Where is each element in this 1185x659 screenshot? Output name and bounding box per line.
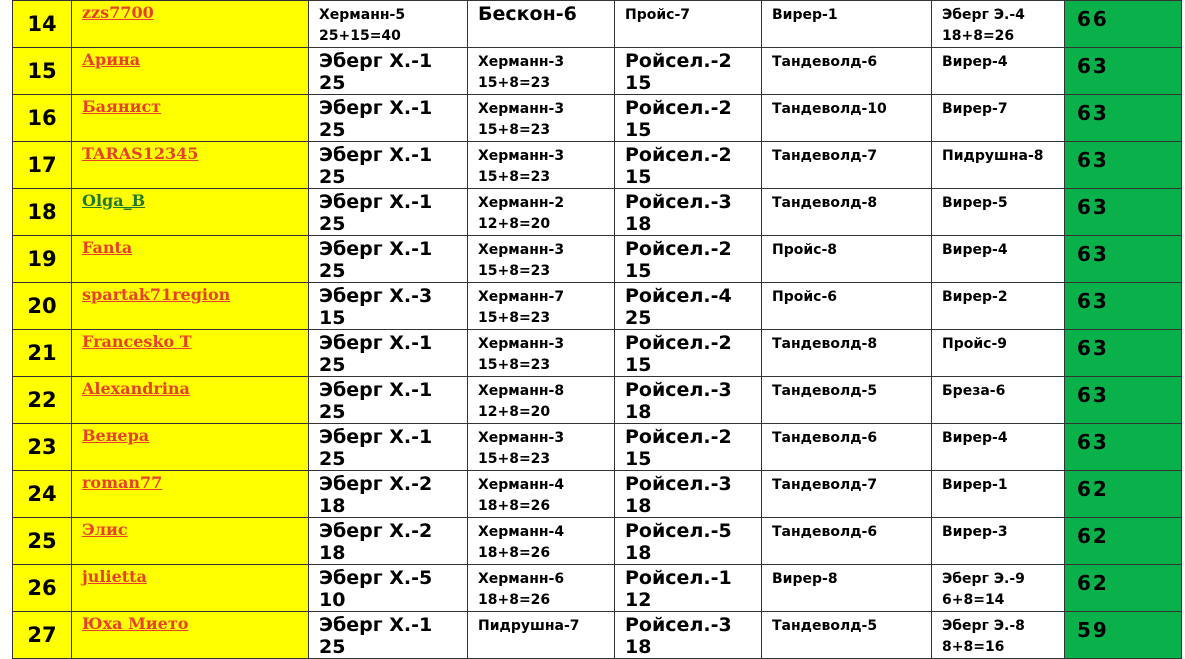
pick-cell-4 (762, 612, 932, 659)
pick-4-name: Вирер-1 (772, 7, 838, 23)
pick-4-name: Тандеволд-7 (772, 477, 878, 493)
pick-3-name: Ройсел.-2 (625, 238, 732, 260)
pick-2-name: Херманн-3 (478, 430, 565, 446)
pick-cell-5 (932, 142, 1065, 189)
participant-link[interactable]: Венера (82, 426, 150, 445)
rank-number: 19 (27, 247, 57, 271)
pick-3-name: Ройсел.-2 (625, 144, 732, 166)
pick-1-name: Эберг Х.-1 (319, 332, 433, 354)
participant-link[interactable]: Fanta (82, 238, 133, 257)
score-cell (1065, 48, 1182, 95)
pick-1-points: 25+15=40 (319, 28, 401, 44)
rank-cell (13, 612, 72, 659)
rank-number: 18 (27, 200, 57, 224)
table-row (13, 424, 1182, 471)
total-score: 62 (1077, 571, 1109, 595)
pick-4-name: Тандеволд-6 (772, 430, 878, 446)
pick-5-name: Бреза-6 (942, 383, 1006, 399)
pick-cell-2 (468, 189, 615, 236)
pick-5-name: Эберг Э.-9 (942, 571, 1025, 587)
pick-cell-2 (468, 283, 615, 330)
nick-cell (72, 424, 309, 471)
pick-1-points: 18 (319, 495, 346, 517)
total-score: 63 (1077, 336, 1109, 360)
pick-cell-4 (762, 424, 932, 471)
pick-1-name: Эберг Х.-1 (319, 426, 433, 448)
score-cell (1065, 95, 1182, 142)
pick-5-name: Эберг Э.-4 (942, 7, 1025, 23)
pick-cell-3 (615, 612, 762, 659)
pick-cell-1 (309, 471, 468, 518)
pick-cell-4 (762, 471, 932, 518)
pick-2-name: Херманн-3 (478, 336, 565, 352)
pick-3-name: Ройсел.-3 (625, 191, 732, 213)
pick-cell-5 (932, 189, 1065, 236)
pick-3-name: Пройс-7 (625, 7, 691, 23)
pick-3-points: 18 (625, 495, 652, 517)
pick-cell-3 (615, 95, 762, 142)
total-score: 62 (1077, 524, 1109, 548)
pick-1-name: Эберг Х.-1 (319, 614, 433, 636)
table-row (13, 471, 1182, 518)
rank-cell (13, 48, 72, 95)
total-score: 63 (1077, 54, 1109, 78)
pick-cell-1 (309, 48, 468, 95)
rank-cell (13, 283, 72, 330)
pick-1-points: 25 (319, 119, 346, 141)
pick-cell-4 (762, 189, 932, 236)
pick-2-name: Херманн-2 (478, 195, 565, 211)
participant-link[interactable]: roman77 (82, 473, 163, 492)
pick-2-name: Херманн-4 (478, 477, 565, 493)
pick-2-points: 15+8=23 (478, 169, 551, 185)
rank-number: 22 (27, 388, 57, 412)
pick-3-points: 15 (625, 72, 652, 94)
score-cell (1065, 189, 1182, 236)
pick-2-points: 18+8=26 (478, 498, 551, 514)
total-score: 63 (1077, 383, 1109, 407)
pick-1-points: 25 (319, 401, 346, 423)
participant-link[interactable]: TARAS12345 (82, 144, 199, 163)
rank-number: 27 (27, 623, 57, 647)
pick-cell-1 (309, 142, 468, 189)
pick-1-points: 25 (319, 354, 346, 376)
score-cell (1065, 236, 1182, 283)
total-score: 63 (1077, 195, 1109, 219)
pick-cell-4 (762, 236, 932, 283)
pick-3-points: 18 (625, 636, 652, 658)
pick-2-points: 15+8=23 (478, 310, 551, 326)
pick-1-name: Эберг Х.-1 (319, 238, 433, 260)
pick-2-points: 15+8=23 (478, 122, 551, 138)
table-row (13, 1, 1182, 48)
pick-1-name: Эберг Х.-1 (319, 191, 433, 213)
table-row (13, 142, 1182, 189)
pick-2-name: Херманн-3 (478, 101, 565, 117)
pick-cell-1 (309, 518, 468, 565)
pick-1-name: Эберг Х.-1 (319, 144, 433, 166)
pick-cell-5 (932, 330, 1065, 377)
pick-cell-3 (615, 565, 762, 612)
pick-2-name: Херманн-3 (478, 148, 565, 164)
pick-2-points: 15+8=23 (478, 75, 551, 91)
pick-2-name: Херманн-3 (478, 54, 565, 70)
score-cell (1065, 424, 1182, 471)
pick-cell-1 (309, 565, 468, 612)
participant-link[interactable]: Alexandrina (82, 379, 190, 398)
pick-cell-1 (309, 612, 468, 659)
results-table (12, 0, 1182, 659)
nick-cell (72, 142, 309, 189)
pick-3-name: Ройсел.-1 (625, 567, 732, 589)
rank-cell (13, 377, 72, 424)
pick-2-name: Херманн-7 (478, 289, 565, 305)
total-score: 63 (1077, 148, 1109, 172)
pick-cell-1 (309, 330, 468, 377)
pick-5-name: Вирер-4 (942, 430, 1008, 446)
pick-3-points: 15 (625, 166, 652, 188)
rank-cell (13, 95, 72, 142)
pick-3-name: Ройсел.-5 (625, 520, 732, 542)
total-score: 63 (1077, 430, 1109, 454)
pick-4-name: Тандеволд-6 (772, 524, 878, 540)
pick-2-points: 12+8=20 (478, 216, 551, 232)
rank-number: 21 (27, 341, 57, 365)
pick-1-name: Эберг Х.-2 (319, 473, 433, 495)
nick-cell (72, 95, 309, 142)
pick-4-name: Тандеволд-6 (772, 54, 878, 70)
table-row (13, 48, 1182, 95)
pick-3-points: 15 (625, 448, 652, 470)
rank-number: 14 (27, 12, 57, 36)
pick-5-name: Вирер-7 (942, 101, 1008, 117)
pick-cell-5 (932, 612, 1065, 659)
pick-3-points: 18 (625, 401, 652, 423)
pick-cell-4 (762, 142, 932, 189)
rank-number: 17 (27, 153, 57, 177)
pick-5-name: Вирер-5 (942, 195, 1008, 211)
pick-1-name: Эберг Х.-1 (319, 97, 433, 119)
pick-1-name: Эберг Х.-5 (319, 567, 433, 589)
pick-1-name: Херманн-5 (319, 7, 406, 23)
pick-4-name: Тандеволд-8 (772, 195, 878, 211)
pick-4-name: Пройс-6 (772, 289, 838, 305)
pick-2-name: Бескон-6 (478, 3, 577, 25)
score-cell (1065, 330, 1182, 377)
score-cell (1065, 518, 1182, 565)
table-row (13, 236, 1182, 283)
pick-cell-5 (932, 424, 1065, 471)
pick-2-name: Херманн-8 (478, 383, 565, 399)
nick-cell (72, 518, 309, 565)
nick-cell (72, 283, 309, 330)
participant-link[interactable]: julietta (82, 567, 147, 586)
pick-5-points: 8+8=16 (942, 639, 1005, 655)
pick-cell-1 (309, 377, 468, 424)
total-score: 62 (1077, 477, 1109, 501)
pick-cell-1 (309, 95, 468, 142)
pick-4-name: Тандеволд-5 (772, 618, 878, 634)
pick-1-points: 10 (319, 589, 346, 611)
pick-cell-2 (468, 377, 615, 424)
participant-link[interactable]: Баянист (82, 97, 162, 116)
pick-4-name: Тандеволд-5 (772, 383, 878, 399)
pick-3-points: 12 (625, 589, 652, 611)
score-cell (1065, 471, 1182, 518)
pick-3-points: 15 (625, 354, 652, 376)
pick-cell-2 (468, 424, 615, 471)
pick-cell-3 (615, 236, 762, 283)
pick-cell-1 (309, 236, 468, 283)
pick-1-name: Эберг Х.-1 (319, 379, 433, 401)
rank-number: 20 (27, 294, 57, 318)
pick-cell-4 (762, 48, 932, 95)
pick-2-name: Херманн-3 (478, 242, 565, 258)
pick-cell-4 (762, 330, 932, 377)
rank-cell (13, 142, 72, 189)
table-row (13, 189, 1182, 236)
pick-2-points: 15+8=23 (478, 451, 551, 467)
pick-3-name: Ройсел.-2 (625, 50, 732, 72)
pick-2-name: Херманн-6 (478, 571, 565, 587)
pick-cell-2 (468, 330, 615, 377)
pick-cell-5 (932, 236, 1065, 283)
pick-cell-4 (762, 283, 932, 330)
score-cell (1065, 283, 1182, 330)
pick-2-name: Херманн-4 (478, 524, 565, 540)
results-table-body (13, 1, 1182, 659)
pick-cell-2 (468, 95, 615, 142)
pick-3-name: Ройсел.-2 (625, 426, 732, 448)
score-cell (1065, 1, 1182, 48)
pick-cell-5 (932, 471, 1065, 518)
pick-cell-2 (468, 518, 615, 565)
rank-cell (13, 189, 72, 236)
table-row (13, 283, 1182, 330)
rank-number: 15 (27, 59, 57, 83)
pick-5-name: Вирер-2 (942, 289, 1008, 305)
pick-cell-3 (615, 471, 762, 518)
total-score: 59 (1077, 618, 1109, 642)
nick-cell (72, 330, 309, 377)
table-row (13, 612, 1182, 659)
pick-2-points: 18+8=26 (478, 545, 551, 561)
pick-5-name: Вирер-3 (942, 524, 1008, 540)
participant-link[interactable]: Юха Мието (82, 614, 189, 633)
pick-3-points: 15 (625, 260, 652, 282)
pick-5-name: Эберг Э.-8 (942, 618, 1025, 634)
rank-cell (13, 424, 72, 471)
pick-cell-1 (309, 1, 468, 48)
participant-link[interactable]: Olga_B (82, 191, 146, 210)
pick-5-points: 6+8=14 (942, 592, 1005, 608)
score-cell (1065, 377, 1182, 424)
pick-cell-1 (309, 283, 468, 330)
pick-1-name: Эберг Х.-3 (319, 285, 433, 307)
pick-3-name: Ройсел.-4 (625, 285, 732, 307)
pick-cell-5 (932, 48, 1065, 95)
pick-cell-1 (309, 424, 468, 471)
total-score: 63 (1077, 242, 1109, 266)
pick-cell-4 (762, 377, 932, 424)
pick-1-points: 25 (319, 448, 346, 470)
nick-cell (72, 236, 309, 283)
pick-3-points: 25 (625, 307, 652, 329)
pick-3-points: 18 (625, 542, 652, 564)
pick-1-points: 15 (319, 307, 346, 329)
pick-cell-4 (762, 95, 932, 142)
pick-5-name: Вирер-1 (942, 477, 1008, 493)
nick-cell (72, 377, 309, 424)
pick-3-name: Ройсел.-3 (625, 614, 732, 636)
score-cell (1065, 142, 1182, 189)
score-cell (1065, 612, 1182, 659)
pick-3-name: Ройсел.-2 (625, 332, 732, 354)
pick-cell-2 (468, 471, 615, 518)
pick-cell-2 (468, 48, 615, 95)
pick-1-points: 25 (319, 260, 346, 282)
rank-number: 24 (27, 482, 57, 506)
pick-cell-4 (762, 518, 932, 565)
total-score: 66 (1077, 7, 1109, 31)
rank-number: 25 (27, 529, 57, 553)
pick-4-name: Тандеволд-7 (772, 148, 878, 164)
pick-cell-3 (615, 189, 762, 236)
pick-cell-2 (468, 565, 615, 612)
table-row (13, 95, 1182, 142)
pick-2-points: 18+8=26 (478, 592, 551, 608)
pick-3-points: 15 (625, 119, 652, 141)
participant-link[interactable]: Francesko T (82, 332, 192, 351)
nick-cell (72, 1, 309, 48)
pick-1-name: Эберг Х.-1 (319, 50, 433, 72)
table-row (13, 565, 1182, 612)
total-score: 63 (1077, 101, 1109, 125)
pick-5-name: Пидрушна-8 (942, 148, 1044, 164)
table-row (13, 518, 1182, 565)
pick-2-name: Пидрушна-7 (478, 618, 580, 634)
rank-cell (13, 471, 72, 518)
rank-number: 26 (27, 576, 57, 600)
rank-cell (13, 236, 72, 283)
pick-cell-4 (762, 1, 932, 48)
pick-cell-5 (932, 95, 1065, 142)
table-row (13, 330, 1182, 377)
pick-cell-3 (615, 377, 762, 424)
nick-cell (72, 189, 309, 236)
pick-1-points: 25 (319, 166, 346, 188)
pick-cell-5 (932, 565, 1065, 612)
table-row (13, 377, 1182, 424)
pick-cell-2 (468, 142, 615, 189)
pick-5-points: 18+8=26 (942, 28, 1015, 44)
nick-cell (72, 565, 309, 612)
pick-cell-3 (615, 48, 762, 95)
pick-cell-2 (468, 1, 615, 48)
rank-number: 16 (27, 106, 57, 130)
nick-cell (72, 471, 309, 518)
pick-cell-4 (762, 565, 932, 612)
pick-3-name: Ройсел.-3 (625, 379, 732, 401)
total-score: 63 (1077, 289, 1109, 313)
rank-cell (13, 330, 72, 377)
pick-3-points: 18 (625, 213, 652, 235)
pick-1-points: 25 (319, 213, 346, 235)
pick-5-name: Вирер-4 (942, 54, 1008, 70)
pick-4-name: Тандеволд-10 (772, 101, 887, 117)
pick-2-points: 15+8=23 (478, 263, 551, 279)
pick-cell-1 (309, 189, 468, 236)
pick-3-name: Ройсел.-3 (625, 473, 732, 495)
score-cell (1065, 565, 1182, 612)
pick-cell-3 (615, 518, 762, 565)
rank-cell (13, 518, 72, 565)
pick-cell-3 (615, 283, 762, 330)
pick-cell-2 (468, 236, 615, 283)
rank-cell (13, 565, 72, 612)
pick-5-name: Вирер-4 (942, 242, 1008, 258)
pick-cell-5 (932, 283, 1065, 330)
pick-1-points: 25 (319, 72, 346, 94)
nick-cell (72, 48, 309, 95)
pick-cell-5 (932, 518, 1065, 565)
pick-cell-3 (615, 330, 762, 377)
pick-cell-5 (932, 1, 1065, 48)
pick-2-points: 12+8=20 (478, 404, 551, 420)
pick-4-name: Тандеволд-8 (772, 336, 878, 352)
pick-4-name: Пройс-8 (772, 242, 838, 258)
pick-1-points: 18 (319, 542, 346, 564)
nick-cell (72, 612, 309, 659)
participant-link[interactable]: spartak71region (82, 285, 231, 304)
participant-link[interactable]: Элис (82, 520, 128, 539)
participant-link[interactable]: zzs7700 (82, 3, 154, 22)
pick-1-points: 25 (319, 636, 346, 658)
pick-1-name: Эберг Х.-2 (319, 520, 433, 542)
pick-5-name: Пройс-9 (942, 336, 1008, 352)
pick-3-name: Ройсел.-2 (625, 97, 732, 119)
pick-cell-2 (468, 612, 615, 659)
pick-4-name: Вирер-8 (772, 571, 838, 587)
pick-cell-3 (615, 142, 762, 189)
pick-cell-5 (932, 377, 1065, 424)
pick-cell-3 (615, 424, 762, 471)
participant-link[interactable]: Арина (82, 50, 141, 69)
pick-2-points: 15+8=23 (478, 357, 551, 373)
pick-cell-3 (615, 1, 762, 48)
rank-cell (13, 1, 72, 48)
rank-number: 23 (27, 435, 57, 459)
